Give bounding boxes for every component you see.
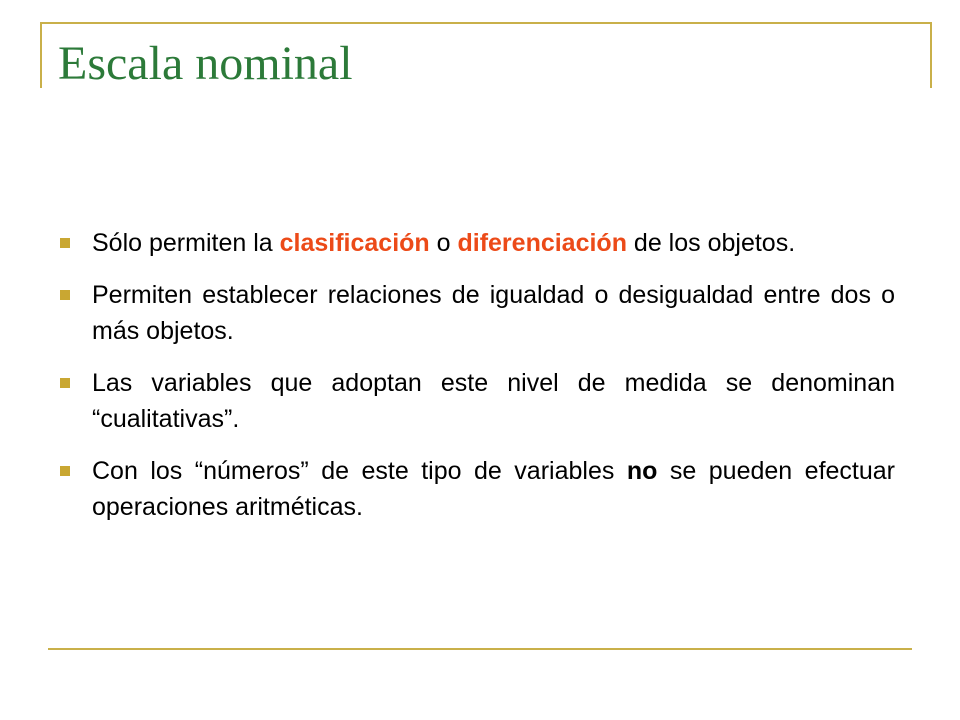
bullet-text-segment: Con los “números” de este tipo de variables: [92, 457, 627, 485]
bullet-text-segment: Sólo permiten la: [92, 229, 280, 257]
left-decorative-rule: [40, 22, 42, 88]
highlight-clasificacion: clasificación: [279, 229, 430, 257]
bullet-item-cualitativas: [60, 365, 895, 437]
bullet-item-igualdad: [60, 277, 895, 349]
bullet-text-segment: o: [429, 229, 458, 257]
bullet-text-segment: de los objetos.: [626, 229, 796, 257]
top-decorative-rule: [40, 22, 932, 24]
square-bullet-icon: [60, 466, 70, 476]
bullet-item-aritmeticas: [60, 453, 895, 525]
bullet-text: Las variables que adoptan este nivel de medida se denominan “cualitativas”.: [92, 369, 895, 433]
bullet-item-clasificacion: [60, 225, 895, 261]
slide-title: Escala nominal: [58, 37, 353, 90]
emphasis-no: no: [626, 457, 658, 485]
bullet-text-segment: se pueden efectuar operaciones aritméticas.: [92, 457, 896, 521]
square-bullet-icon: [60, 290, 70, 300]
bottom-decorative-rule: [48, 648, 912, 650]
square-bullet-icon: [60, 238, 70, 248]
square-bullet-icon: [60, 378, 70, 388]
right-decorative-rule: [930, 22, 932, 88]
highlight-diferenciacion: diferenciación: [457, 229, 627, 257]
bullet-list: [60, 225, 895, 541]
bullet-text: Permiten establecer relaciones de igualdad o desigualdad entre dos o más objetos.: [92, 281, 895, 345]
